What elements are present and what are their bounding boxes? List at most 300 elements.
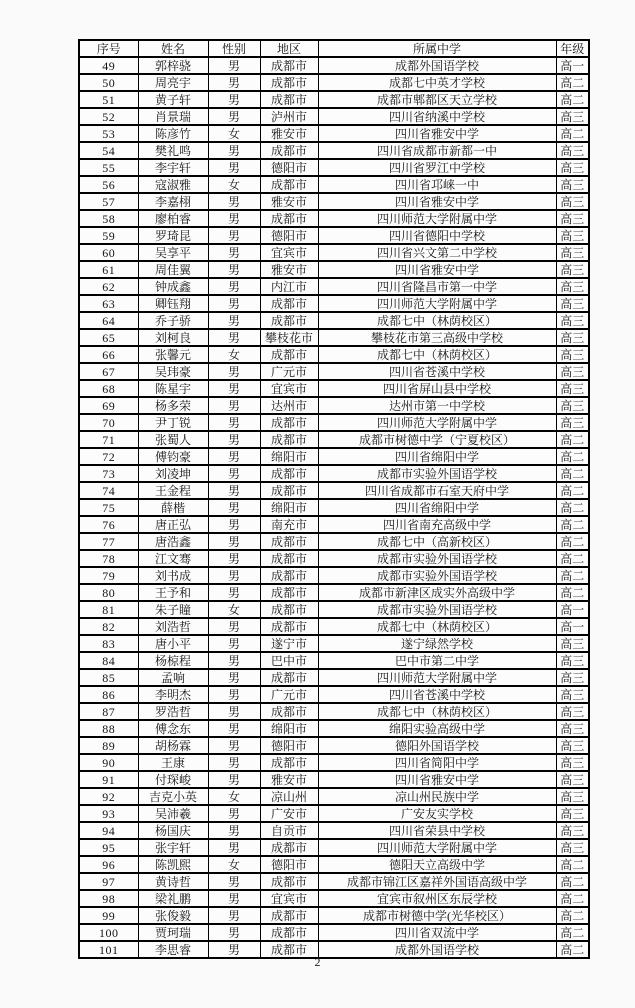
cell-school: 德阳天立高级中学 [318, 856, 556, 873]
cell-region: 成都市 [260, 482, 318, 499]
cell-school: 成都七中英才学校 [318, 74, 556, 91]
table-row [79, 448, 589, 465]
cell-name: 卿钰翔 [138, 295, 208, 312]
cell-name: 陈彦竹 [138, 125, 208, 142]
cell-name: 张俊毅 [138, 907, 208, 924]
cell-gender: 男 [208, 142, 260, 159]
table-row [79, 669, 589, 686]
cell-name: 唐浩鑫 [138, 533, 208, 550]
cell-gender: 男 [208, 516, 260, 533]
cell-gender: 女 [208, 125, 260, 142]
cell-grade: 高二 [556, 125, 589, 142]
cell-grade: 高三 [556, 244, 589, 261]
cell-school: 绵阳实验高级中学 [318, 720, 556, 737]
cell-index: 53 [79, 125, 138, 142]
cell-region: 成都市 [260, 465, 318, 482]
cell-gender: 男 [208, 924, 260, 941]
cell-region: 宜宾市 [260, 244, 318, 261]
cell-name: 李嘉栩 [138, 193, 208, 210]
cell-gender: 女 [208, 601, 260, 618]
cell-index: 71 [79, 431, 138, 448]
cell-grade: 高二 [556, 856, 589, 873]
cell-region: 成都市 [260, 839, 318, 856]
cell-index: 49 [79, 57, 138, 74]
cell-gender: 男 [208, 805, 260, 822]
cell-grade: 高二 [556, 584, 589, 601]
cell-region: 内江市 [260, 278, 318, 295]
cell-grade: 高三 [556, 346, 589, 363]
table-row [79, 397, 589, 414]
table-row [79, 227, 589, 244]
cell-name: 胡杨霖 [138, 737, 208, 754]
cell-school: 成都七中（林荫校区） [318, 312, 556, 329]
table-row [79, 329, 589, 346]
cell-grade: 高三 [556, 635, 589, 652]
cell-grade: 高三 [556, 703, 589, 720]
cell-gender: 男 [208, 873, 260, 890]
cell-gender: 男 [208, 839, 260, 856]
cell-region: 凉山州 [260, 788, 318, 805]
cell-grade: 高三 [556, 822, 589, 839]
cell-region: 雅安市 [260, 125, 318, 142]
cell-grade: 高二 [556, 890, 589, 907]
cell-region: 绵阳市 [260, 499, 318, 516]
cell-gender: 男 [208, 720, 260, 737]
cell-name: 孟响 [138, 669, 208, 686]
cell-index: 76 [79, 516, 138, 533]
cell-school: 成都市树德中学(光华校区） [318, 907, 556, 924]
cell-gender: 男 [208, 91, 260, 108]
cell-name: 傅钧豪 [138, 448, 208, 465]
cell-name: 郭梓骁 [138, 57, 208, 74]
cell-gender: 女 [208, 788, 260, 805]
cell-grade: 高三 [556, 142, 589, 159]
cell-grade: 高三 [556, 788, 589, 805]
table-row [79, 516, 589, 533]
column-header: 年级 [556, 40, 589, 57]
cell-region: 成都市 [260, 91, 318, 108]
cell-region: 成都市 [260, 533, 318, 550]
table-row [79, 618, 589, 635]
cell-school: 四川省雅安中学 [318, 771, 556, 788]
cell-region: 成都市 [260, 142, 318, 159]
cell-gender: 男 [208, 533, 260, 550]
table-row [79, 210, 589, 227]
cell-region: 成都市 [260, 550, 318, 567]
cell-name: 周佳翼 [138, 261, 208, 278]
column-header: 所属中学 [318, 40, 556, 57]
cell-name: 李明杰 [138, 686, 208, 703]
cell-index: 54 [79, 142, 138, 159]
cell-gender: 男 [208, 669, 260, 686]
cell-school: 四川省隆昌市第一中学 [318, 278, 556, 295]
table-row [79, 652, 589, 669]
cell-name: 杨椋程 [138, 652, 208, 669]
table-row [79, 856, 589, 873]
cell-grade: 高三 [556, 295, 589, 312]
cell-gender: 男 [208, 193, 260, 210]
cell-school: 成都市郫都区天立学校 [318, 91, 556, 108]
cell-school: 四川省绵阳中学 [318, 499, 556, 516]
cell-school: 巴中市第二中学 [318, 652, 556, 669]
cell-region: 广元市 [260, 686, 318, 703]
cell-name: 吴玮豪 [138, 363, 208, 380]
cell-region: 宜宾市 [260, 380, 318, 397]
cell-school: 四川师范大学附属中学 [318, 839, 556, 856]
cell-index: 98 [79, 890, 138, 907]
cell-gender: 男 [208, 635, 260, 652]
table-row [79, 244, 589, 261]
cell-name: 唐小平 [138, 635, 208, 652]
cell-region: 成都市 [260, 431, 318, 448]
cell-index: 87 [79, 703, 138, 720]
cell-index: 52 [79, 108, 138, 125]
cell-school: 四川师范大学附属中学 [318, 414, 556, 431]
cell-grade: 高二 [556, 482, 589, 499]
cell-index: 57 [79, 193, 138, 210]
cell-school: 成都市新津区成实外高级中学 [318, 584, 556, 601]
cell-name: 江文骞 [138, 550, 208, 567]
cell-school: 四川省荣县中学校 [318, 822, 556, 839]
cell-school: 四川省兴文第二中学校 [318, 244, 556, 261]
cell-index: 92 [79, 788, 138, 805]
cell-name: 张蜀人 [138, 431, 208, 448]
cell-gender: 男 [208, 737, 260, 754]
table-row [79, 635, 589, 652]
cell-school: 成都市实验外国语学校 [318, 550, 556, 567]
cell-index: 94 [79, 822, 138, 839]
cell-region: 成都市 [260, 941, 318, 958]
table-row [79, 771, 589, 788]
cell-name: 傅念东 [138, 720, 208, 737]
cell-index: 96 [79, 856, 138, 873]
cell-index: 88 [79, 720, 138, 737]
cell-gender: 男 [208, 907, 260, 924]
cell-region: 成都市 [260, 312, 318, 329]
cell-name: 唐正弘 [138, 516, 208, 533]
table-row [79, 431, 589, 448]
cell-grade: 高二 [556, 941, 589, 958]
cell-gender: 男 [208, 584, 260, 601]
cell-index: 50 [79, 74, 138, 91]
cell-name: 贾珂瑞 [138, 924, 208, 941]
cell-name: 刘书成 [138, 567, 208, 584]
table-row [79, 108, 589, 125]
cell-region: 雅安市 [260, 261, 318, 278]
cell-gender: 男 [208, 754, 260, 771]
cell-name: 黄诗哲 [138, 873, 208, 890]
cell-school: 攀枝花市第三高级中学校 [318, 329, 556, 346]
table-row [79, 176, 589, 193]
cell-name: 陈凯熙 [138, 856, 208, 873]
cell-index: 95 [79, 839, 138, 856]
cell-school: 成都市锦江区嘉祥外国语高级中学 [318, 873, 556, 890]
cell-grade: 高三 [556, 720, 589, 737]
cell-region: 成都市 [260, 754, 318, 771]
cell-index: 62 [79, 278, 138, 295]
cell-index: 73 [79, 465, 138, 482]
cell-school: 四川省雅安中学 [318, 125, 556, 142]
cell-grade: 高三 [556, 159, 589, 176]
cell-gender: 男 [208, 295, 260, 312]
cell-school: 四川师范大学附属中学 [318, 669, 556, 686]
cell-name: 肖景瑞 [138, 108, 208, 125]
cell-index: 89 [79, 737, 138, 754]
cell-region: 成都市 [260, 873, 318, 890]
cell-index: 85 [79, 669, 138, 686]
cell-region: 成都市 [260, 618, 318, 635]
cell-index: 66 [79, 346, 138, 363]
cell-index: 93 [79, 805, 138, 822]
cell-name: 梁礼鹏 [138, 890, 208, 907]
cell-school: 四川省简阳中学 [318, 754, 556, 771]
table-row [79, 312, 589, 329]
cell-gender: 男 [208, 431, 260, 448]
cell-grade: 高三 [556, 312, 589, 329]
cell-index: 61 [79, 261, 138, 278]
cell-region: 成都市 [260, 907, 318, 924]
table-row [79, 890, 589, 907]
cell-index: 59 [79, 227, 138, 244]
cell-school: 成都市树德中学（宁夏校区） [318, 431, 556, 448]
cell-school: 成都市实验外国语学校 [318, 465, 556, 482]
cell-region: 宜宾市 [260, 890, 318, 907]
cell-index: 67 [79, 363, 138, 380]
cell-gender: 男 [208, 397, 260, 414]
cell-school: 成都外国语学校 [318, 57, 556, 74]
cell-name: 王予和 [138, 584, 208, 601]
cell-index: 83 [79, 635, 138, 652]
cell-grade: 高三 [556, 839, 589, 856]
cell-school: 德阳外国语学校 [318, 737, 556, 754]
cell-grade: 高一 [556, 618, 589, 635]
cell-gender: 男 [208, 57, 260, 74]
cell-grade: 高二 [556, 567, 589, 584]
cell-school: 四川省屏山县中学校 [318, 380, 556, 397]
cell-name: 朱子瞳 [138, 601, 208, 618]
cell-school: 四川师范大学附属中学 [318, 295, 556, 312]
cell-index: 77 [79, 533, 138, 550]
cell-grade: 高三 [556, 754, 589, 771]
cell-region: 成都市 [260, 669, 318, 686]
table-row [79, 584, 589, 601]
cell-index: 81 [79, 601, 138, 618]
cell-region: 成都市 [260, 567, 318, 584]
cell-name: 乔子骄 [138, 312, 208, 329]
cell-grade: 高二 [556, 873, 589, 890]
cell-name: 周亮宇 [138, 74, 208, 91]
cell-index: 60 [79, 244, 138, 261]
cell-school: 四川省南充高级中学 [318, 516, 556, 533]
cell-grade: 高三 [556, 108, 589, 125]
cell-region: 成都市 [260, 601, 318, 618]
cell-grade: 高二 [556, 550, 589, 567]
cell-school: 达州市第一中学校 [318, 397, 556, 414]
cell-grade: 高二 [556, 907, 589, 924]
table-row [79, 873, 589, 890]
cell-index: 86 [79, 686, 138, 703]
cell-name: 李宇轩 [138, 159, 208, 176]
cell-grade: 高三 [556, 805, 589, 822]
cell-school: 四川省双流中学 [318, 924, 556, 941]
table-row [79, 74, 589, 91]
cell-region: 成都市 [260, 584, 318, 601]
table-body [79, 57, 589, 958]
cell-school: 四川省邛崃一中 [318, 176, 556, 193]
cell-region: 成都市 [260, 346, 318, 363]
table-row [79, 380, 589, 397]
cell-grade: 高三 [556, 380, 589, 397]
cell-grade: 高二 [556, 448, 589, 465]
table-row [79, 40, 589, 57]
cell-region: 成都市 [260, 924, 318, 941]
cell-region: 雅安市 [260, 193, 318, 210]
cell-gender: 男 [208, 482, 260, 499]
cell-gender: 男 [208, 414, 260, 431]
cell-region: 达州市 [260, 397, 318, 414]
cell-grade: 高三 [556, 771, 589, 788]
table-row [79, 499, 589, 516]
cell-name: 罗琦昆 [138, 227, 208, 244]
cell-grade: 高二 [556, 465, 589, 482]
cell-index: 68 [79, 380, 138, 397]
cell-region: 德阳市 [260, 227, 318, 244]
cell-region: 泸州市 [260, 108, 318, 125]
cell-index: 63 [79, 295, 138, 312]
cell-index: 69 [79, 397, 138, 414]
table-row [79, 142, 589, 159]
cell-index: 75 [79, 499, 138, 516]
cell-index: 70 [79, 414, 138, 431]
cell-gender: 男 [208, 499, 260, 516]
table-row [79, 363, 589, 380]
cell-school: 四川省纳溪中学校 [318, 108, 556, 125]
cell-school: 成都市实验外国语学校 [318, 601, 556, 618]
cell-gender: 男 [208, 312, 260, 329]
table-row [79, 278, 589, 295]
cell-grade: 高三 [556, 737, 589, 754]
cell-grade: 高二 [556, 91, 589, 108]
cell-region: 广元市 [260, 363, 318, 380]
column-header: 地区 [260, 40, 318, 57]
cell-region: 德阳市 [260, 737, 318, 754]
cell-school: 成都七中（高新校区） [318, 533, 556, 550]
cell-region: 雅安市 [260, 771, 318, 788]
cell-school: 成都七中（林荫校区） [318, 703, 556, 720]
cell-gender: 男 [208, 686, 260, 703]
cell-school: 四川省成都市石室天府中学 [318, 482, 556, 499]
cell-index: 51 [79, 91, 138, 108]
cell-name: 张馨元 [138, 346, 208, 363]
cell-region: 德阳市 [260, 159, 318, 176]
table-row [79, 550, 589, 567]
cell-school: 成都七中（林荫校区） [318, 618, 556, 635]
cell-name: 杨国庆 [138, 822, 208, 839]
cell-region: 绵阳市 [260, 448, 318, 465]
cell-grade: 高二 [556, 431, 589, 448]
cell-school: 四川省雅安中学 [318, 261, 556, 278]
cell-grade: 高三 [556, 686, 589, 703]
cell-grade: 高一 [556, 57, 589, 74]
cell-gender: 男 [208, 278, 260, 295]
cell-gender: 男 [208, 380, 260, 397]
table-row [79, 346, 589, 363]
table-header-row [79, 40, 589, 57]
table-row [79, 261, 589, 278]
cell-gender: 男 [208, 567, 260, 584]
cell-grade: 高三 [556, 278, 589, 295]
cell-gender: 男 [208, 941, 260, 958]
table-row [79, 193, 589, 210]
cell-school: 四川省苍溪中学校 [318, 686, 556, 703]
cell-gender: 男 [208, 652, 260, 669]
cell-name: 薛楷 [138, 499, 208, 516]
cell-index: 64 [79, 312, 138, 329]
cell-grade: 高三 [556, 176, 589, 193]
cell-index: 100 [79, 924, 138, 941]
cell-index: 55 [79, 159, 138, 176]
cell-school: 广安友实学校 [318, 805, 556, 822]
cell-grade: 高二 [556, 924, 589, 941]
cell-gender: 女 [208, 856, 260, 873]
table-row [79, 822, 589, 839]
table-row [79, 125, 589, 142]
cell-name: 杨多荣 [138, 397, 208, 414]
cell-grade: 高二 [556, 533, 589, 550]
cell-region: 遂宁市 [260, 635, 318, 652]
cell-name: 吉克小英 [138, 788, 208, 805]
cell-gender: 男 [208, 703, 260, 720]
cell-region: 成都市 [260, 176, 318, 193]
table-row [79, 686, 589, 703]
cell-school: 四川省雅安中学 [318, 193, 556, 210]
table-row [79, 924, 589, 941]
cell-name: 刘凌坤 [138, 465, 208, 482]
cell-gender: 男 [208, 890, 260, 907]
cell-gender: 女 [208, 346, 260, 363]
table-row [79, 788, 589, 805]
table-row [79, 601, 589, 618]
cell-school: 四川省德阳中学校 [318, 227, 556, 244]
cell-index: 65 [79, 329, 138, 346]
cell-index: 80 [79, 584, 138, 601]
cell-school: 四川师范大学附属中学 [318, 210, 556, 227]
cell-gender: 男 [208, 159, 260, 176]
cell-region: 成都市 [260, 414, 318, 431]
cell-grade: 高三 [556, 414, 589, 431]
table-row [79, 703, 589, 720]
cell-name: 刘浩哲 [138, 618, 208, 635]
cell-grade: 高三 [556, 193, 589, 210]
table-row [79, 805, 589, 822]
table-row [79, 159, 589, 176]
cell-region: 广安市 [260, 805, 318, 822]
page-number: 2 [314, 955, 321, 969]
cell-index: 79 [79, 567, 138, 584]
table-row [79, 482, 589, 499]
cell-index: 72 [79, 448, 138, 465]
table-row [79, 754, 589, 771]
cell-name: 付琛峻 [138, 771, 208, 788]
table-row [79, 465, 589, 482]
cell-school: 遂宁绿然学校 [318, 635, 556, 652]
cell-grade: 高三 [556, 329, 589, 346]
cell-name: 李思睿 [138, 941, 208, 958]
cell-index: 82 [79, 618, 138, 635]
cell-region: 自贡市 [260, 822, 318, 839]
cell-grade: 高一 [556, 601, 589, 618]
cell-grade: 高三 [556, 227, 589, 244]
